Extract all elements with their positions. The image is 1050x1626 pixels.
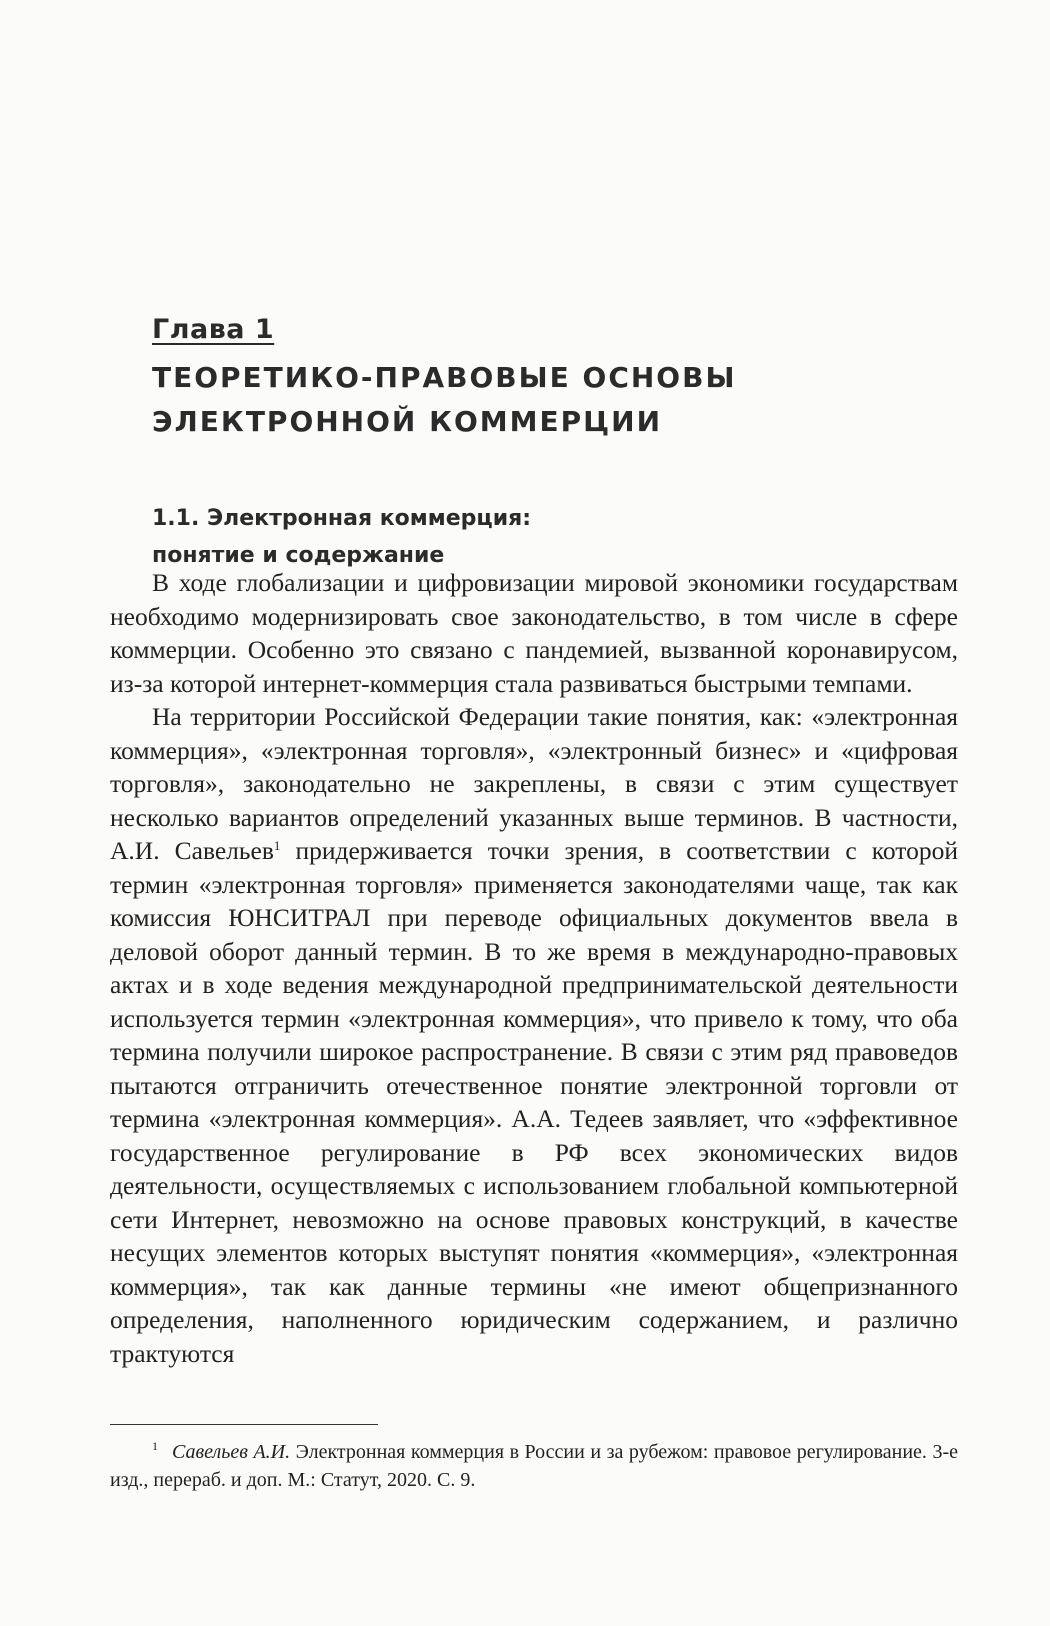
footnote-text: Электронная коммерция в России и за рубежом: правовое регулирование. 3-е изд., перераб. и доп. М.: Статут, 2020. С. 9. [110,1441,959,1491]
chapter-title-line-1: ТЕОРЕТИКО-ПРАВОВЫЕ ОСНОВЫ [152,361,737,394]
paragraph-2 [110,700,958,1370]
footnote [110,1438,958,1494]
chapter-title-line-2: ЭЛЕКТРОННОЙ КОММЕРЦИИ [152,405,663,438]
paragraph-2-start: На территории Российской Федерации такие понятия, как: «электронная коммерция», «электронная торговля», «электронный бизнес» и «цифровая торговля», законодательно не закреплены, в связи с этим существует несколько вариантов определений указанных выше терминов. В частности, А.И. Савельев [110,702,958,865]
paragraph-1: В ходе глобализации и цифровизации мировой экономики государствам необходимо модернизировать свое законодательство, в том числе в сфере коммерции. Особенно это связано с пандемией, вызванной коронавирусом, из-за которой интернет-коммерция стала развиваться быстрыми темпами. [110,568,958,698]
footnote-divider [110,1424,378,1425]
section-title-line-2: понятие и содержание [152,543,445,568]
section-title-line-1: 1.1. Электронная коммерция: [152,506,532,531]
footnote-author: Савельев А.И. [172,1441,291,1463]
body-text [110,566,958,1370]
section-title [152,500,872,574]
footnote-reference[interactable]: 1 [273,838,281,853]
footnote-mark: 1 [152,1439,158,1453]
paragraph-2-rest: придерживается точки зрения, в соответствии с которой термин «электронная торговля» применяется законодателями чаще, так как комиссия ЮНСИТРАЛ при переводе официальных документов ввела в деловой оборот данный термин. В то же время в международно-правовых актах и в ходе ведения международной предпринимательской деятельности используется термин «электронная коммерция», что привело к тому, что оба термина получили широкое распространение. В связи с этим ряд правоведов пытаются отграничить отечественное понятие электронной торговли от термина «электронная коммерция». А.А. Тедеев заявляет, что «эффективное государственное регулирование в РФ всех экономических видов деятельности, осуществляемых с использованием глобальной компьютерной сети Интернет, невозможно на основе правовых конструкций, в качестве несущих элементов которых выступят понятия «коммерция», «электронная коммерция», так как данные термины «не имеют общепризнанного определения, наполненного юридическим содержанием, и различно трактуются [110,836,958,1368]
chapter-label: Глава 1 [152,314,275,345]
chapter-title [152,356,872,444]
